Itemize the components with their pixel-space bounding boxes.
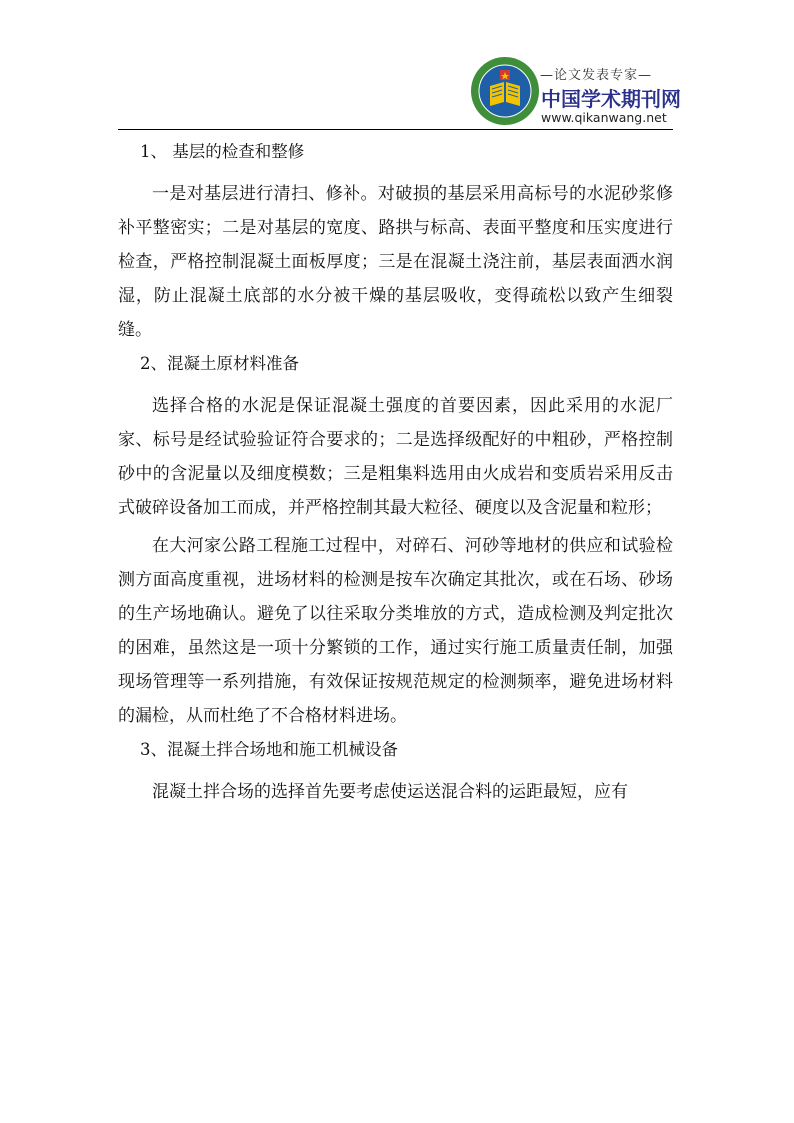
- section-heading: 3、混凝土拌合场地和施工机械设备: [140, 740, 398, 759]
- body-paragraph: 混凝土拌合场的选择首先要考虑使运送混合料的运距最短，应有: [152, 782, 628, 802]
- body-paragraph: 一是对基层进行清扫、修补。对破损的基层采用高标号的水泥砂浆修补平整密实；二是对基层的宽度、路拱与标高、表面平整度和压实度进行检查，严格控制混凝土面板厚度；三是在混凝土浇注前，基层表面洒水润湿，防止混凝土底部的水分被干燥的基层吸收，变得疏松以致产生细裂缝。: [118, 184, 673, 340]
- document-body: [118, 139, 673, 813]
- body-paragraph: 在大河家公路工程施工过程中，对碎石、河砂等地材的供应和试验检测方面高度重视，进场材料的检测是按车次确定其批次，或在石场、砂场的生产场地确认。避免了以往采取分类堆放的方式，造成检测及判定批次的困难，虽然这是一项十分繁锁的工作，通过实行施工质量责任制，加强现场管理等一系列措施，有效保证按规范规定的检测频率，避免进场材料的漏检，从而杜绝了不合格材料进场。: [118, 536, 673, 726]
- section-heading: 1、 基层的检查和整修: [140, 142, 305, 161]
- journal-seal-icon: [470, 56, 540, 126]
- section-mixing-site: [118, 737, 673, 809]
- section-base-inspection: [118, 139, 673, 347]
- logo-tagline: —论文发表专家—: [540, 68, 653, 83]
- page-header: [0, 0, 794, 130]
- section-raw-materials: [118, 351, 673, 733]
- header-divider: [118, 129, 673, 130]
- body-paragraph: 选择合格的水泥是保证混凝土强度的首要因素，因此采用的水泥厂家、标号是经试验验证符合要求的；二是选择级配好的中粗砂，严格控制砂中的含泥量以及细度模数；三是粗集料选用由火成岩和变质岩采用反击式破碎设备加工而成，并严格控制其最大粒径、硬度以及含泥量和粒形；: [118, 396, 673, 518]
- logo-site-name: 中国学术期刊网: [541, 87, 681, 111]
- logo-site-url: www.qikanwang.net: [541, 110, 667, 125]
- section-heading: 2、混凝土原材料准备: [140, 354, 299, 373]
